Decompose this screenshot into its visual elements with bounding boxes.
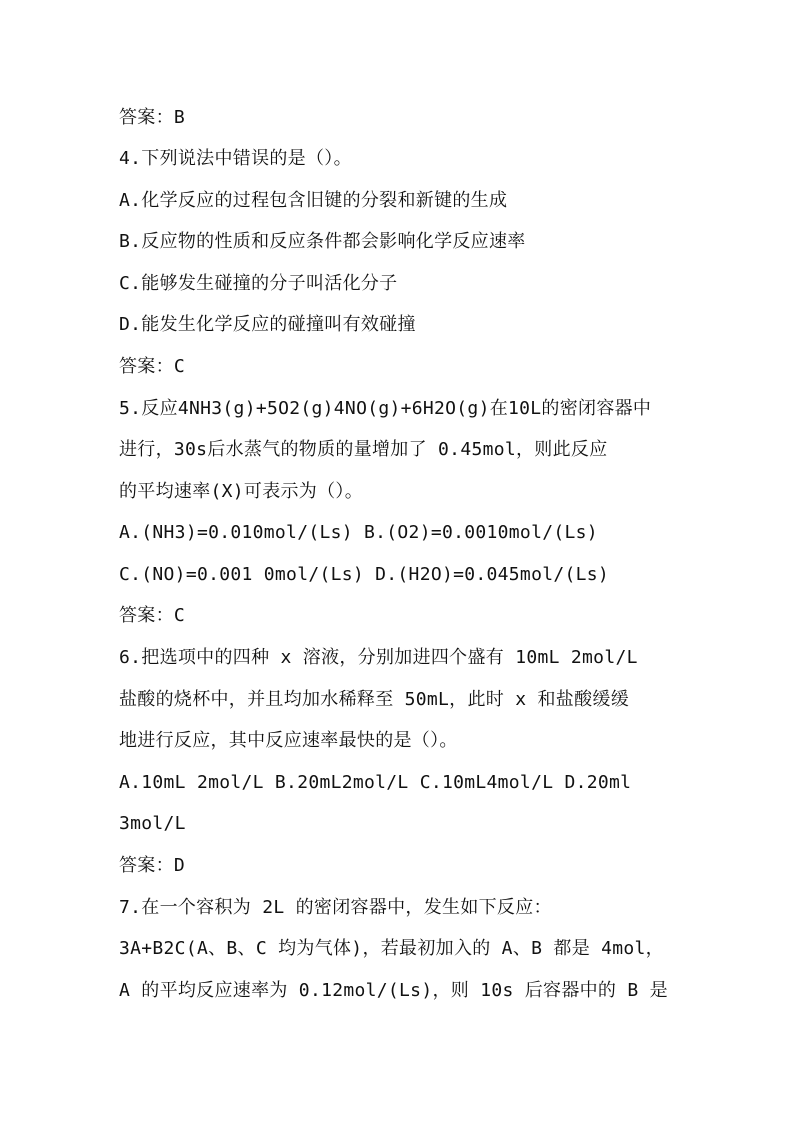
question-4: 4.下列说法中错误的是（）。 [119,148,352,169]
question-7-line-2: 3A+B2C(A、B、C 均为气体)，若最初加入的 A、B 都是 4mol， [119,938,664,959]
question-7-line-3: A 的平均反应速率为 0.12mol/(Ls)，则 10s 后容器中的 B 是 [119,980,668,1001]
answer-5: 答案：C [119,605,186,626]
answer-6: 答案：D [119,855,186,876]
question-5-line-2: 进行，30s后水蒸气的物质的量增加了 0.45mol，则此反应 [119,439,608,460]
option-4c: C.能够发生碰撞的分子叫活化分子 [119,273,398,294]
option-4a: A.化学反应的过程包含旧键的分裂和新键的生成 [119,190,508,211]
options-6-line-2: 3mol/L [119,813,186,834]
answer-3: 答案：B [119,107,186,128]
options-6-line-1: A.10mL 2mol/L B.20mL2mol/L C.10mL4mol/L D.20ml [119,772,632,793]
question-6-line-2: 盐酸的烧杯中，并且均加水稀释至 50mL，此时 x 和盐酸缓缓 [119,689,629,710]
question-6-line-3: 地进行反应，其中反应速率最快的是（）。 [119,730,458,751]
question-6-line-1: 6.把选项中的四种 x 溶液，分别加进四个盛有 10mL 2mol/L [119,647,638,668]
question-7-line-1: 7.在一个容积为 2L 的密闭容器中，发生如下反应： [119,897,552,918]
option-4d: D.能发生化学反应的碰撞叫有效碰撞 [119,314,416,335]
question-5-line-3: 的平均速率(X)可表示为（）。 [119,481,364,502]
question-5-line-1: 5.反应4NH3(g)+5O2(g)4NO(g)+6H2O(g)在10L的密闭容器中 [119,398,652,419]
option-4b: B.反应物的性质和反应条件都会影响化学反应速率 [119,231,526,252]
options-5cd: C.(NO)=0.001 0mol/(Ls) D.(H2O)=0.045mol/(Ls) [119,564,610,585]
answer-4: 答案：C [119,356,186,377]
options-5ab: A.(NH3)=0.010mol/(Ls) B.(O2)=0.0010mol/(Ls) [119,522,598,543]
